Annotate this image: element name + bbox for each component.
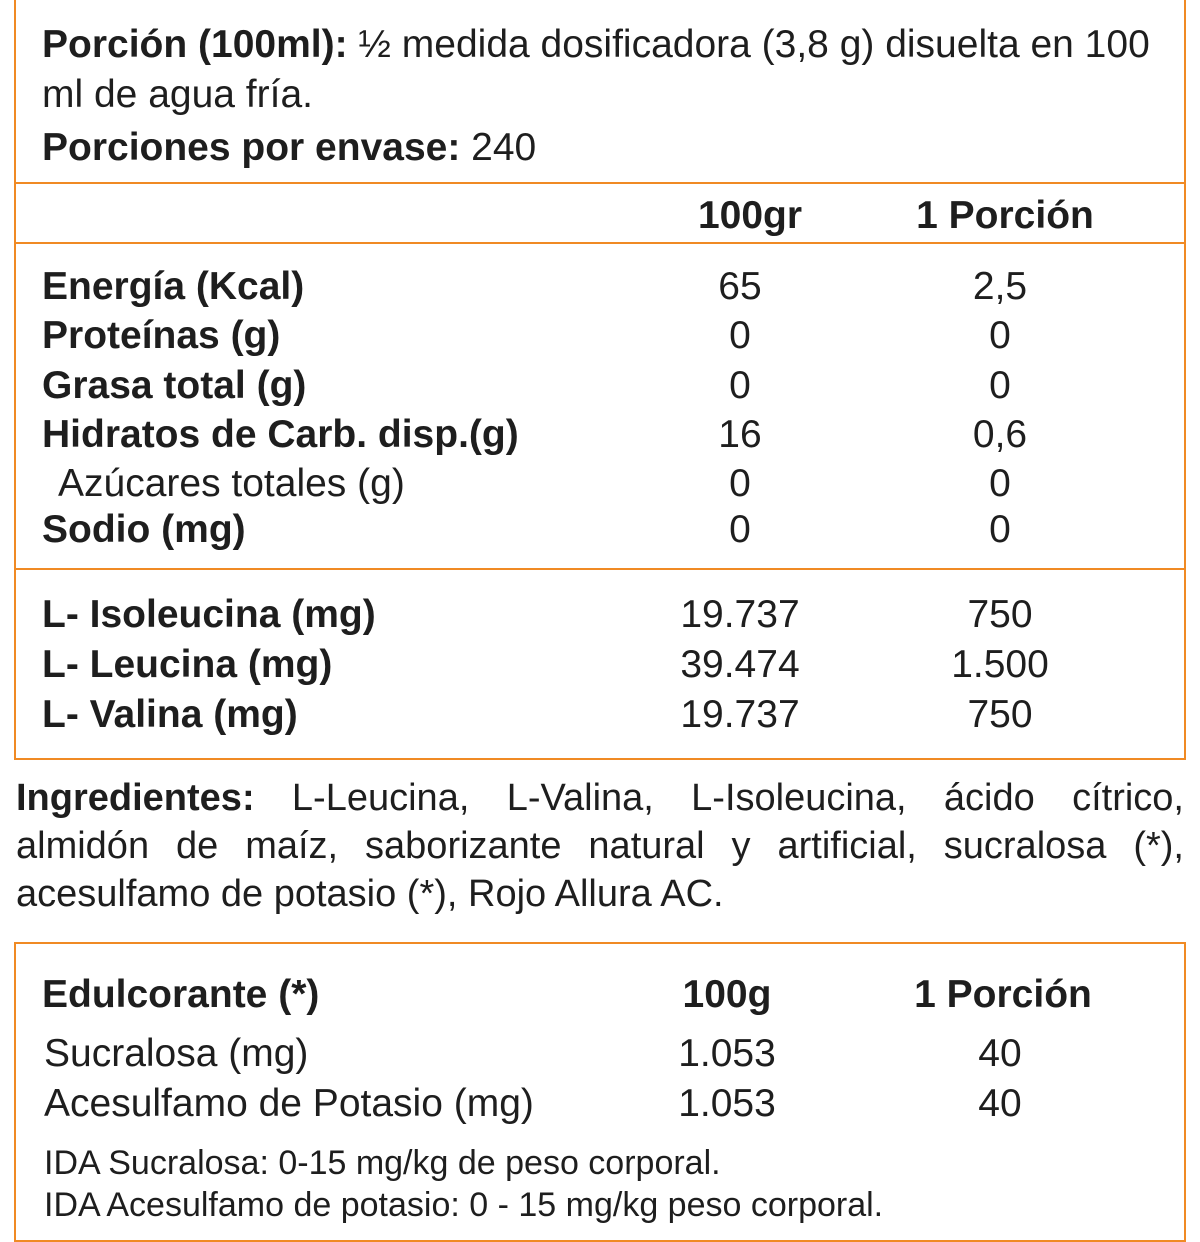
row-value-sodium-100: 0 — [729, 508, 751, 551]
row-value-proteins-portion: 0 — [989, 314, 1011, 357]
column-header-100gr: 100gr — [697, 194, 803, 237]
sweetener-row-label-sucralose: Sucralosa (mg) — [44, 1032, 309, 1075]
row-value-valine-portion: 750 — [967, 693, 1033, 736]
sweetener-column-100g: 100g — [682, 973, 772, 1016]
serving-portion-text-cont: ml de agua fría. — [42, 73, 313, 116]
sweetener-row-value-acesulfame-100: 1.053 — [678, 1082, 776, 1125]
row-label-energy: Energía (Kcal) — [42, 265, 305, 308]
sweetener-row-label-acesulfame: Acesulfamo de Potasio (mg) — [44, 1082, 534, 1125]
row-value-carbs-100: 16 — [718, 413, 762, 456]
row-value-fat-100: 0 — [729, 364, 751, 407]
row-label-leucine: L- Leucina (mg) — [42, 643, 333, 686]
servings-per-container-line — [42, 128, 536, 167]
sweetener-header: Edulcorante (*) — [42, 973, 320, 1016]
sweetener-row-value-acesulfame-portion: 40 — [978, 1082, 1022, 1125]
row-label-fat: Grasa total (g) — [42, 364, 307, 407]
ingredients-label: Ingredientes: — [16, 777, 255, 819]
serving-portion-line — [42, 25, 1150, 64]
sweetener-row-value-sucralose-100: 1.053 — [678, 1032, 776, 1075]
ida-sucralose-note: IDA Sucralosa: 0-15 mg/kg de peso corporal. — [44, 1144, 721, 1182]
row-value-isoleucine-portion: 750 — [967, 593, 1033, 636]
ingredients-paragraph — [16, 774, 1184, 918]
servings-per-container-label: Porciones por envase: — [42, 126, 461, 169]
divider-amino — [14, 568, 1186, 570]
row-label-sodium: Sodio (mg) — [42, 508, 246, 551]
serving-portion-text: ½ medida dosificadora (3,8 g) disuelta en 100 — [358, 23, 1150, 66]
row-value-sugars-100: 0 — [729, 462, 751, 505]
row-value-proteins-100: 0 — [729, 314, 751, 357]
row-label-proteins: Proteínas (g) — [42, 314, 281, 357]
row-value-isoleucine-100: 19.737 — [680, 593, 800, 636]
row-value-sugars-portion: 0 — [989, 462, 1011, 505]
row-value-energy-100: 65 — [718, 265, 762, 308]
row-value-carbs-portion: 0,6 — [972, 413, 1028, 456]
row-label-sugars: Azúcares totales (g) — [58, 462, 405, 505]
serving-portion-label: Porción (100ml): — [42, 23, 348, 66]
row-label-valine: L- Valina (mg) — [42, 693, 298, 736]
row-label-isoleucine: L- Isoleucina (mg) — [42, 593, 376, 636]
ida-acesulfame-note: IDA Acesulfamo de potasio: 0 - 15 mg/kg peso corporal. — [44, 1186, 884, 1224]
row-value-leucine-portion: 1.500 — [951, 643, 1049, 686]
sweetener-column-portion: 1 Porción — [914, 973, 1092, 1016]
row-value-sodium-portion: 0 — [989, 508, 1011, 551]
ingredients-text: L-Leucina, L-Valina, L-Isoleucina, ácido cítrico, almidón de maíz, saborizante natural y artificial, sucralosa (*), acesulfamo de potasio (*), Rojo Allura AC. — [16, 777, 1184, 915]
divider-header — [14, 242, 1186, 244]
column-header-portion: 1 Porción — [916, 194, 1094, 237]
row-value-leucine-100: 39.474 — [680, 643, 800, 686]
row-value-energy-portion: 2,5 — [972, 265, 1028, 308]
row-value-fat-portion: 0 — [989, 364, 1011, 407]
row-value-valine-100: 19.737 — [680, 693, 800, 736]
sweetener-row-value-sucralose-portion: 40 — [978, 1032, 1022, 1075]
servings-per-container-value: 240 — [471, 126, 537, 169]
divider-serving — [14, 182, 1186, 184]
row-label-carbs: Hidratos de Carb. disp.(g) — [42, 413, 519, 456]
